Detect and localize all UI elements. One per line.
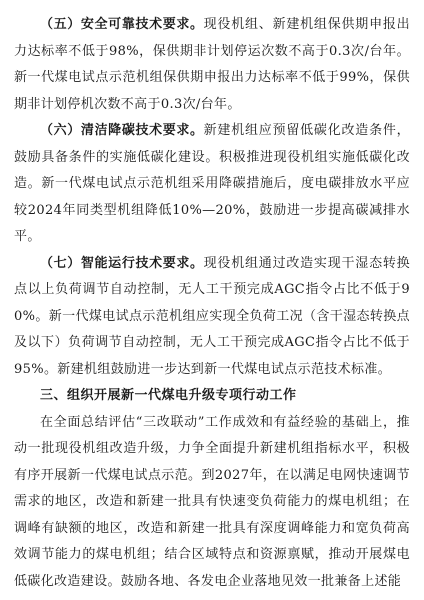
- paragraph-heading: （六）清洁降碳技术要求。: [40, 123, 204, 138]
- paragraph-heading: （七）智能运行技术要求。: [40, 255, 204, 271]
- paragraph-text: 现役机组、新建机组保供期申报出力达标率不低于98%，保供期非计划停运次数不高于0.3次/台年。新一代煤电试点示范机组保供期申报出力达标率不低于99%，保供期非计划停机次数不高于0.3次/台年。: [14, 17, 410, 112]
- section-heading: 三、组织开展新一代煤电升级专项行动工作: [40, 388, 297, 403]
- paragraph-text: 新建机组应预留低碳化改造条件，鼓励具备条件的实施低碳化建设。积极推进现役机组实施低碳化改造。新一代煤电试点示范机组采用降碳措施后，度电碳排放水平应较2024年同类型机组降低10%—20%，鼓励进一步提高碳减排水平。: [14, 123, 410, 244]
- paragraph-low-carbon-requirements: [14, 118, 410, 251]
- section-body-paragraph: 在全面总结评估“三改联动”工作成效和有益经验的基础上，推动一批现役机组改造升级，力争全面提升新建机组指标水平，积极有序开展新一代煤电试点示范。到2027年，在以满足电网快速调节需求的地区，改造和新建一批具有快速变负荷能力的煤电机组；在调峰有缺额的地区，改造和新建一批具有深度调峰能力和宽负荷高效调节能力的煤电机组；结合区域特点和资源禀赋，推动开展煤电低碳化改造建设。鼓励各地、各发电企业落地见效一批兼备上述能: [14, 414, 410, 589]
- paragraph-text: 现役机组通过改造实现干湿态转换点以上负荷调节自动控制，无人工干预完成AGC指令占比不低于90%。新一代煤电试点示范机组应实现全负荷工况（含干湿态转换点及以下）负荷调节自动控制，无人工干预完成AGC指令占比不低于95%。新建机组鼓励进一步达到新一代煤电试点示范技术标准。: [14, 255, 410, 377]
- paragraph-safety-requirements: [14, 12, 410, 118]
- paragraph-smart-operation-requirements: [14, 251, 410, 384]
- paragraph-heading: （五）安全可靠技术要求。: [40, 17, 204, 32]
